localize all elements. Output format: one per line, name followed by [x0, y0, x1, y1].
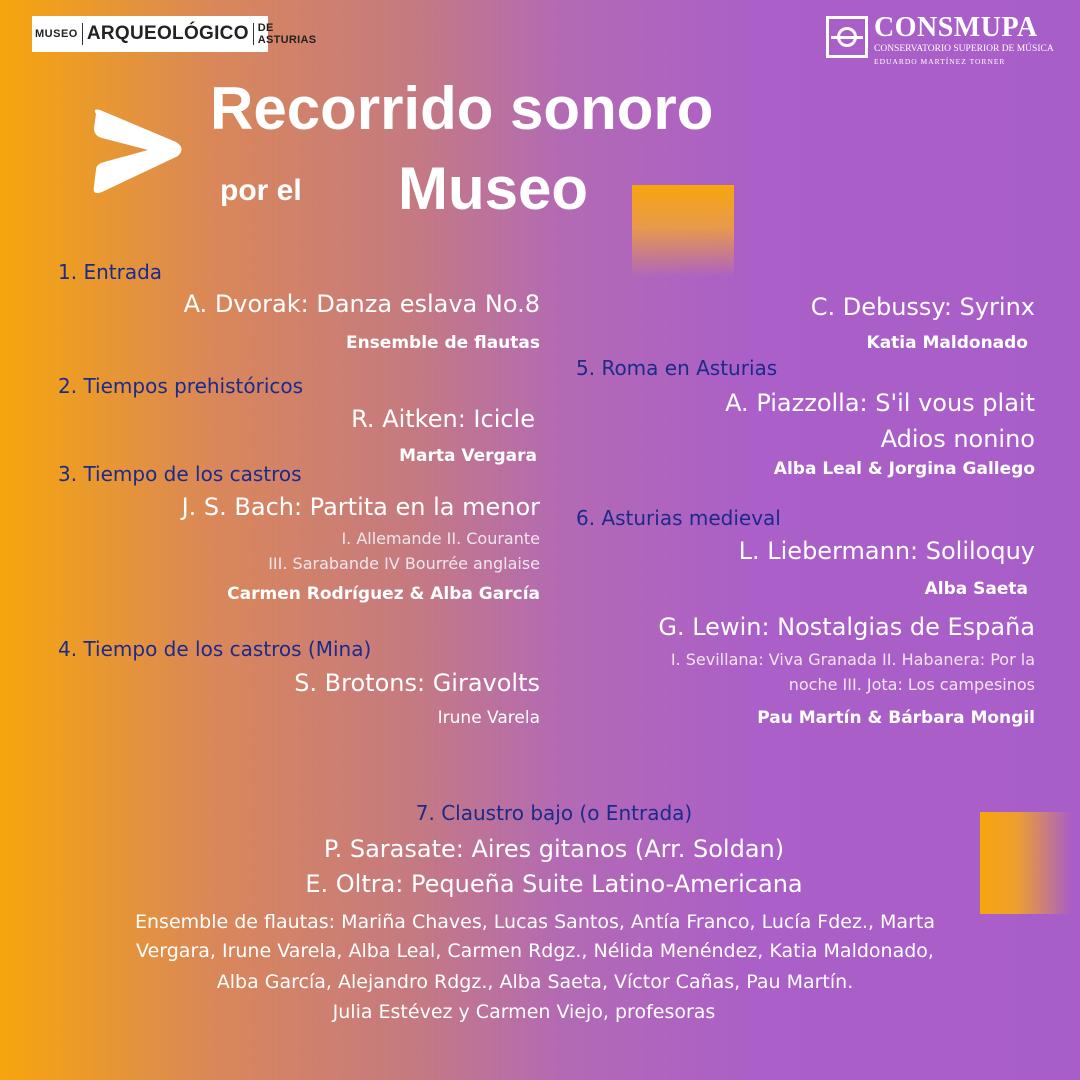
consmupa-subtitle: CONSERVATORIO SUPERIOR DE MÚSICA: [874, 44, 1054, 54]
piece-title: R. Aitken: Icicle: [351, 405, 535, 433]
section-heading: 2. Tiempos prehistóricos: [58, 374, 304, 398]
museo-logo-part1: MUSEO: [35, 28, 78, 40]
consmupa-logo: [826, 14, 1071, 74]
performer: Marta Vergara: [399, 446, 537, 466]
performer: Alba Leal & Jorgina Gallego: [773, 459, 1035, 479]
piece-title: A. Dvorak: Danza eslava No.8: [183, 290, 540, 318]
decorative-square: [632, 185, 734, 277]
section-heading: 7. Claustro bajo (o Entrada): [415, 801, 693, 825]
piece-title: A. Piazzolla: S'il vous plait: [725, 389, 1035, 417]
movements: III. Sarabande IV Bourrée anglaise: [268, 554, 540, 573]
piece-title: G. Lewin: Nostalgias de España: [658, 613, 1035, 641]
piece-title: L. Liebermann: Soliloquy: [738, 537, 1035, 565]
title-por-el: por el: [220, 174, 302, 207]
piece-title: P. Sarasate: Aires gitanos (Arr. Soldan): [323, 835, 785, 863]
decorative-square: [980, 812, 1072, 914]
chevron-arrow-icon: [90, 108, 186, 198]
section-heading: 1. Entrada: [58, 260, 163, 284]
movements: I. Allemande II. Courante: [341, 529, 540, 548]
performer: Pau Martín & Bárbara Mongil: [757, 708, 1035, 728]
piece-title: E. Oltra: Pequeña Suite Latino-Americana: [305, 870, 803, 898]
credits-line: Vergara, Irune Varela, Alba Leal, Carmen Rdgz., Nélida Menéndez, Katia Maldonado,: [136, 940, 934, 962]
credits-line: Julia Estévez y Carmen Viejo, profesoras: [332, 1001, 716, 1023]
museo-logo-part2: ARQUEOLÓGICO: [82, 23, 254, 45]
performer: Katia Maldonado: [866, 333, 1028, 353]
performer: Ensemble de flautas: [345, 333, 540, 353]
consmupa-emblem-icon: [826, 16, 868, 58]
piece-title: Adios nonino: [880, 425, 1035, 453]
section-heading: 6. Asturias medieval: [576, 506, 781, 530]
movements: I. Sevillana: Viva Granada II. Habanera: Por la: [670, 650, 1035, 669]
museo-logo: [32, 16, 317, 52]
credits-line: Ensemble de flautas: Mariña Chaves, Lucas Santos, Antía Franco, Lucía Fdez., Marta: [135, 911, 935, 933]
title-line-1: Recorrido sonoro: [210, 75, 714, 142]
piece-title: S. Brotons: Giravolts: [294, 669, 540, 697]
movements: noche III. Jota: Los campesinos: [788, 675, 1035, 694]
section-heading: 3. Tiempo de los castros: [58, 462, 302, 486]
performer: Carmen Rodríguez & Alba García: [227, 584, 540, 604]
piece-title: C. Debussy: Syrinx: [810, 293, 1035, 321]
performer: Irune Varela: [437, 708, 540, 728]
title-museo: Museo: [398, 155, 589, 222]
section-heading: 5. Roma en Asturias: [576, 356, 778, 380]
section-heading: 4. Tiempo de los castros (Mina): [58, 637, 372, 661]
performer: Alba Saeta: [924, 579, 1028, 599]
consmupa-subtitle-2: EDUARDO MARTÍNEZ TORNER: [874, 57, 1006, 66]
credits-line: Alba García, Alejandro Rdgz., Alba Saeta, Víctor Cañas, Pau Martín.: [216, 971, 854, 993]
museo-logo-part3: DE ASTURIAS: [257, 22, 317, 46]
consmupa-name: CONSMUPA: [874, 12, 1038, 43]
piece-title: J. S. Bach: Partita en la menor: [181, 493, 540, 521]
